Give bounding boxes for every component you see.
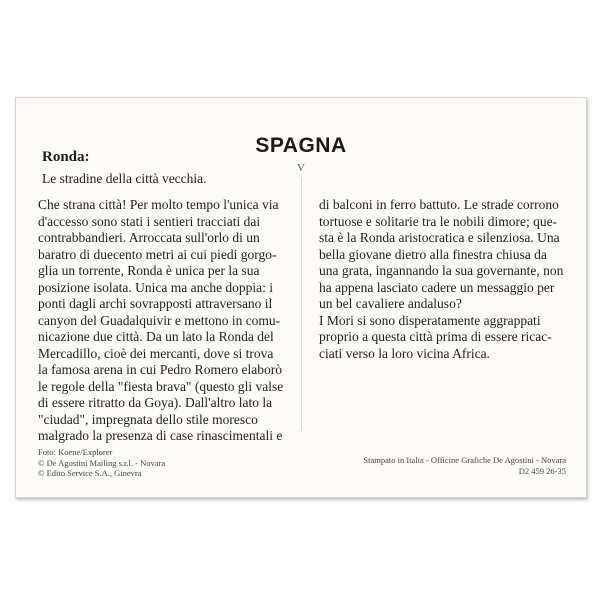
text-line: una grata, ingannando la sua governante, non <box>319 263 564 278</box>
product-code: D2 459 26-35 <box>518 465 566 476</box>
credits-right <box>363 455 566 476</box>
text-line: baratro di duecento metri ai cui piedi gorgo- <box>38 246 277 262</box>
postcard-back <box>15 97 587 498</box>
text-line: la famosa arena in cui Pedro Romero elaborò <box>38 362 283 377</box>
text-line: proprio a questa città prima di essere ricac- <box>319 329 552 344</box>
text-line: posizione isolata. Unica ma anche doppia: i <box>38 279 274 295</box>
credits-left <box>38 447 165 479</box>
text-line: sta è la Ronda aristocratica e silenziosa. Una <box>319 230 560 245</box>
text-line: nicazione due città. Da un lato la Ronda del <box>38 329 274 344</box>
text-column-left <box>38 197 294 445</box>
photo-caption: Le stradine della città vecchia. <box>42 171 207 186</box>
text-line: canyon del Guadalquivir e mettono in comu- <box>38 312 281 328</box>
text-line: glia un torrente, Ronda è unica per la sua <box>38 263 260 278</box>
card-title: SPAGNA <box>255 134 347 157</box>
text-line: ciati verso la loro vicina Africa. <box>319 345 490 361</box>
text-line: ha appena lasciato cadere un messaggio per <box>319 279 555 295</box>
photo-credit: Foto: Koene/Explorer <box>38 447 113 457</box>
text-column-right <box>319 197 567 362</box>
place-name: Ronda: <box>42 149 90 165</box>
text-line: tortuose e solitarie tra le nobili dimore; que- <box>319 213 558 229</box>
column-divider <box>301 178 302 430</box>
text-line: bella giovane dietro alla finestra chiusa da <box>319 246 547 262</box>
text-line: di essere ritratto da Goya). Dall'altro lato la <box>38 395 273 410</box>
text-line: le regole della "fiesta brava" (questo gli valse <box>38 378 284 394</box>
printer-credit: Stampato in Italia - Officine Grafiche De Agostini - Novara <box>363 455 566 465</box>
text-line: malgrado la presenza di case rinascimentali e <box>38 428 283 443</box>
volume-number: V <box>297 162 305 174</box>
text-line: un bel cavaliere andaluso? <box>319 296 462 311</box>
text-line: ponti dagli archi sovrapposti attraversano il <box>38 296 273 311</box>
text-line: Mercadillo, cioè dei mercanti, dove si trova <box>38 345 274 361</box>
text-line: di balconi in ferro battuto. Le strade corrono <box>319 197 559 212</box>
text-line: I Mori si sono disperatamente aggrappati <box>319 312 541 328</box>
copyright-line: © Edito Service S.A., Ginevra <box>38 468 142 478</box>
text-line: contrabbandieri. Arroccata sull'orlo di un <box>38 230 260 245</box>
text-line: d'accesso sono stati i sentieri tracciati dai <box>38 213 261 229</box>
text-line: "ciudad", impregnata dello stile moresco <box>38 411 258 427</box>
copyright-line: © De Agostini Mailing s.r.l. - Novara <box>38 457 166 468</box>
text-line: Che strana città! Per molto tempo l'unica via <box>38 197 279 212</box>
